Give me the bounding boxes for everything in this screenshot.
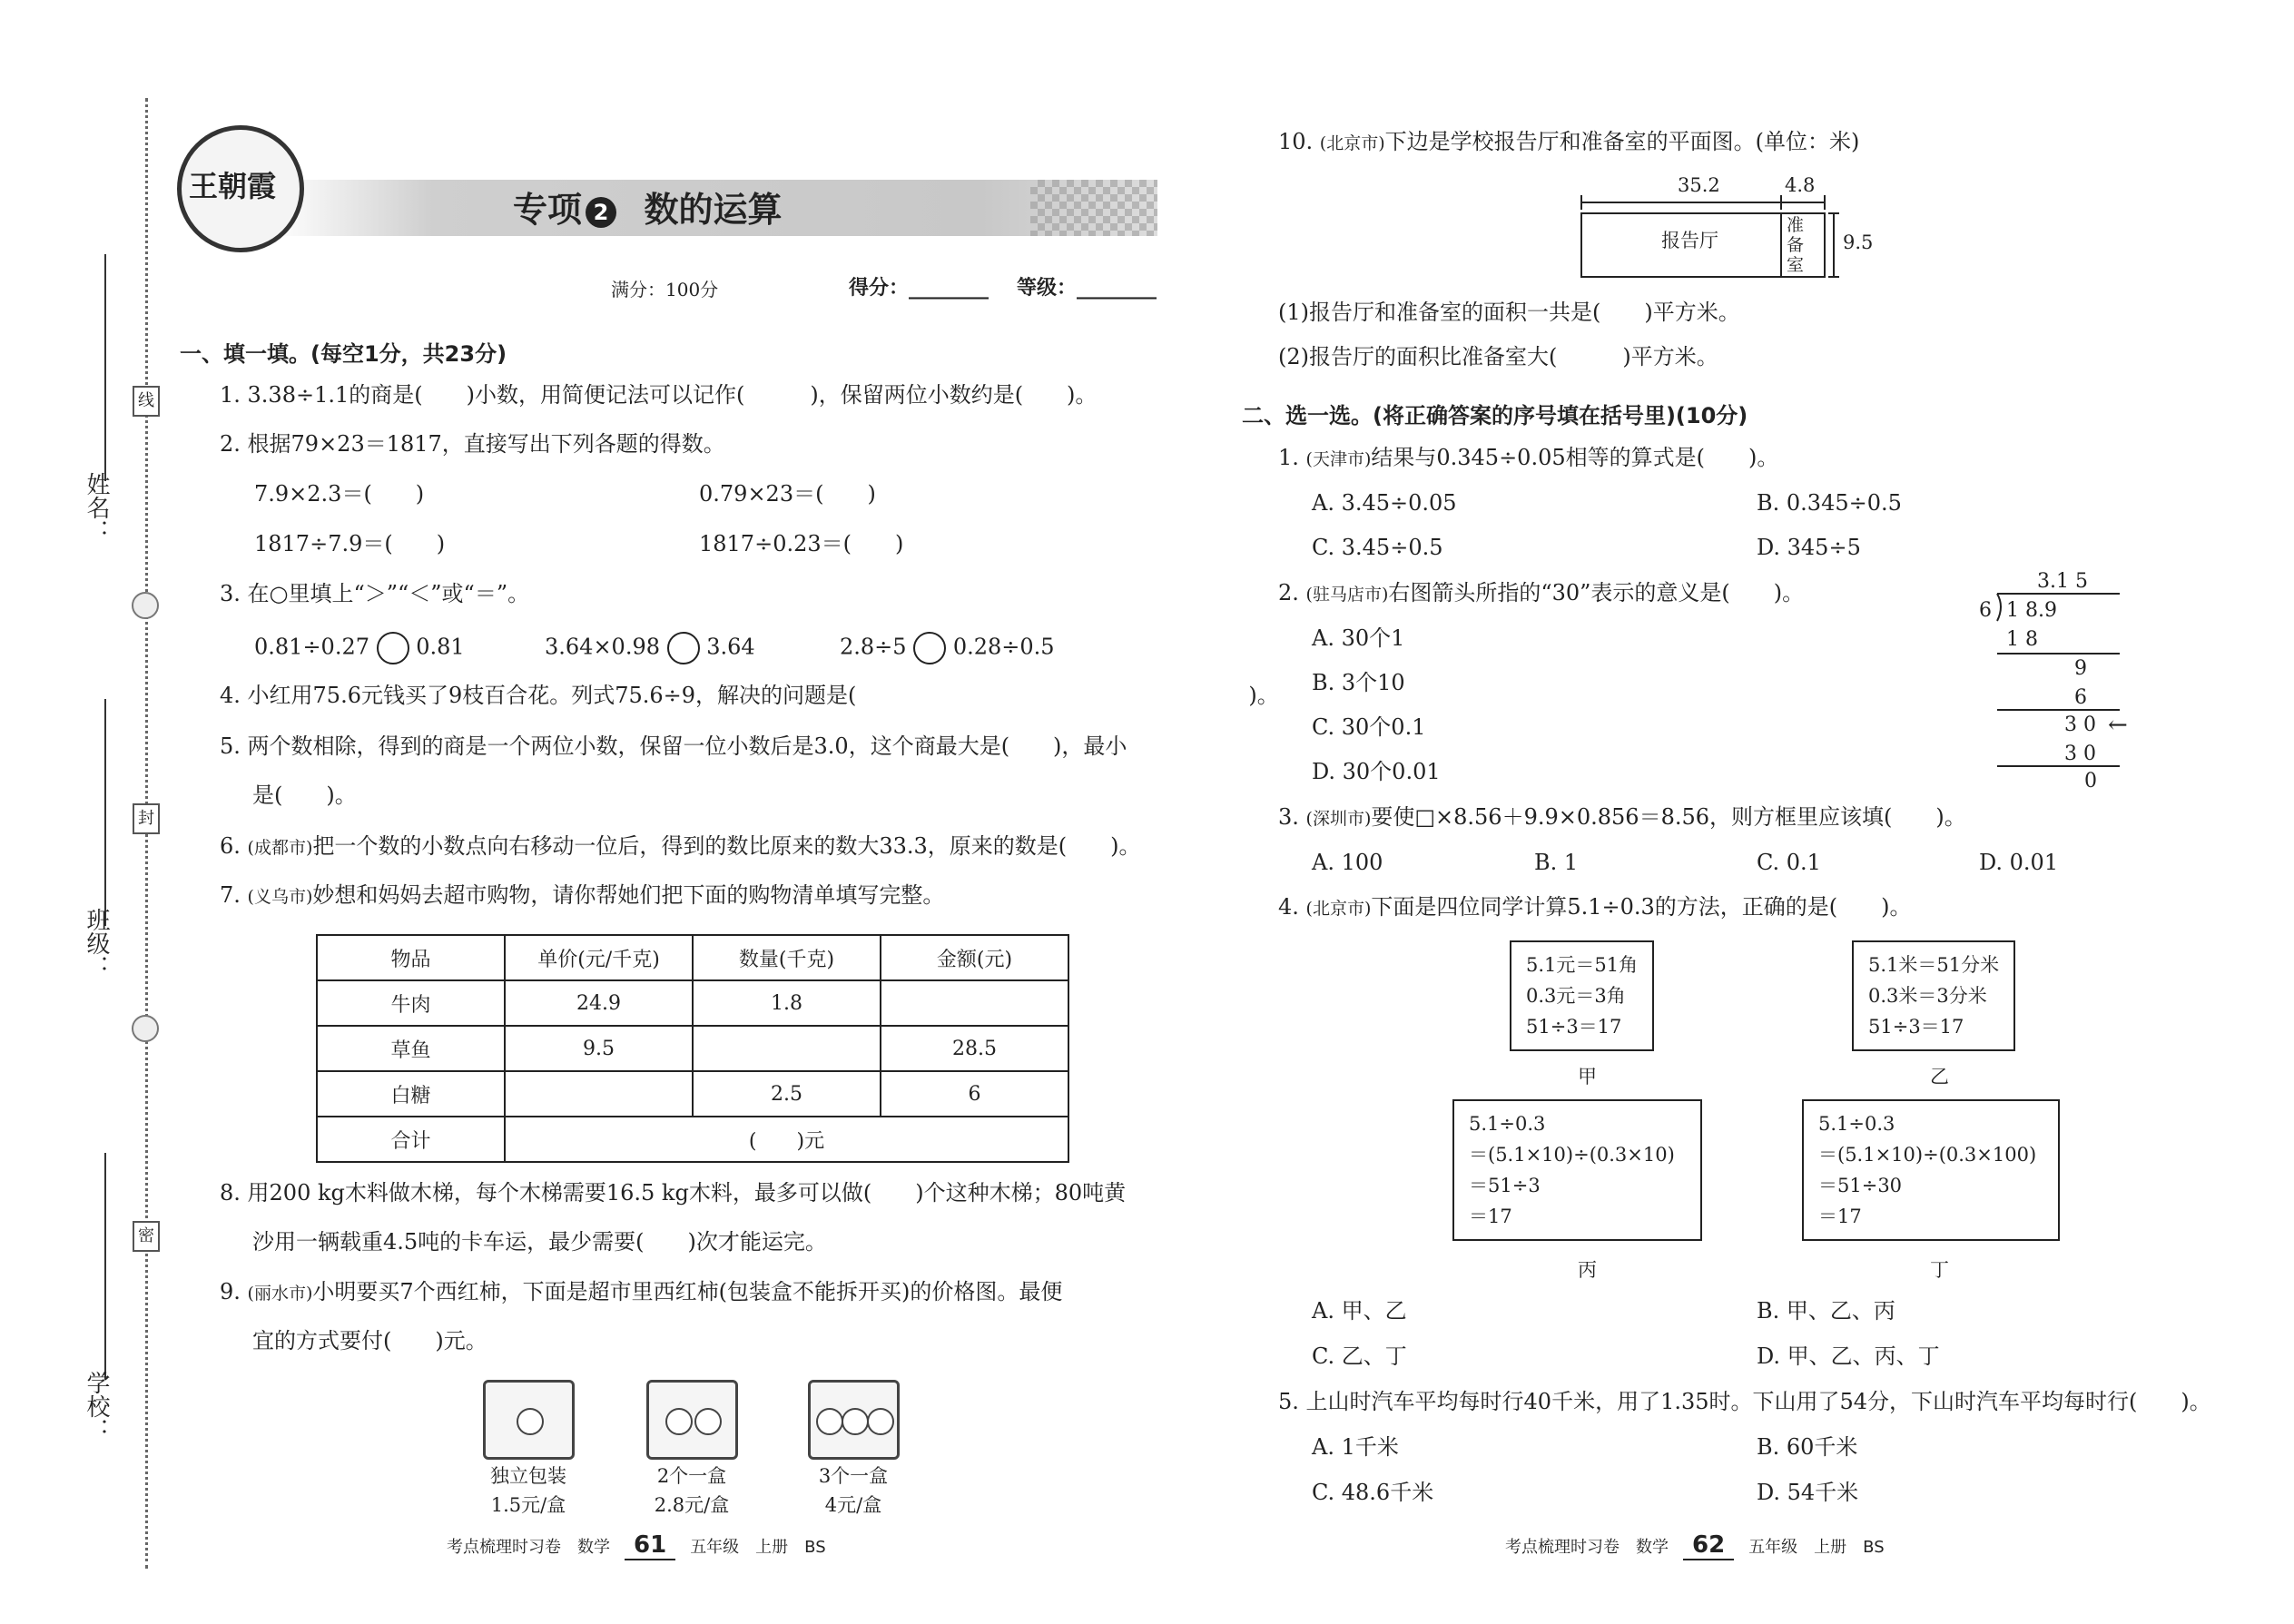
method-name-jia: 甲 bbox=[1578, 1066, 1597, 1088]
option-5c[interactable]: C. 48.6千米 bbox=[1312, 1480, 1434, 1505]
choice-question-3: 3. (深圳市)要使□×8.56＋9.9×0.856＝8.56，则方框里应该填( )。 bbox=[1278, 804, 1966, 830]
footer-left-page: 考点梳理时习卷 数学 61 五年级 上册 BS bbox=[447, 1531, 826, 1559]
box-label: 3个一盒 bbox=[818, 1465, 889, 1487]
class-label: 班级： bbox=[83, 908, 110, 979]
binding-ring-1 bbox=[132, 592, 159, 619]
option-2c[interactable]: C. 30个0.1 bbox=[1312, 714, 1426, 740]
plan-length-2: 4.8 bbox=[1785, 174, 1816, 196]
seal-mark-1: 线 bbox=[133, 386, 160, 417]
table-total-label: 合计 bbox=[317, 1117, 505, 1162]
division-divisor: 6 bbox=[1979, 599, 1992, 622]
shopping-table bbox=[316, 934, 1069, 1163]
name-blank-line bbox=[104, 254, 106, 481]
table-cell: 24.9 bbox=[505, 980, 693, 1026]
question-4: 4. 小红用75.6元钱买了9枝百合花。列式75.6÷9，解决的问题是( )。 bbox=[220, 683, 1279, 708]
question-2c: 1817÷7.9＝( ) bbox=[254, 531, 446, 556]
method-box-ding: 5.1÷0.3 ＝(5.1×10)÷(0.3×100) ＝51÷30 ＝17 bbox=[1802, 1099, 2060, 1241]
option-4c[interactable]: C. 乙、丁 bbox=[1312, 1343, 1407, 1369]
table-cell: 草鱼 bbox=[317, 1026, 505, 1071]
topic-number-badge: 2 bbox=[586, 197, 616, 228]
table-row bbox=[317, 1026, 1068, 1071]
option-2a[interactable]: A. 30个1 bbox=[1312, 625, 1405, 651]
division-dividend: 1 8.9 bbox=[2006, 599, 2057, 622]
question-5-line2: 是( )。 bbox=[252, 782, 357, 808]
topic-prefix: 专项 bbox=[513, 190, 583, 230]
table-header: 数量(千克) bbox=[693, 935, 881, 980]
table-total-value[interactable]: ( )元 bbox=[505, 1117, 1068, 1162]
table-cell-blank[interactable] bbox=[881, 980, 1068, 1026]
box-price: 1.5元/盒 bbox=[490, 1494, 566, 1516]
table-cell: 牛肉 bbox=[317, 980, 505, 1026]
option-5b[interactable]: B. 60千米 bbox=[1757, 1434, 1858, 1460]
tomato-icon bbox=[816, 1408, 843, 1435]
question-2a: 7.9×2.3＝( ) bbox=[254, 481, 425, 507]
division-step: 1 8 bbox=[2006, 628, 2038, 651]
table-row bbox=[317, 980, 1068, 1026]
school-blank-line bbox=[104, 1153, 106, 1380]
topic-title: 数的运算 bbox=[644, 190, 783, 230]
method-box-bing: 5.1÷0.3 ＝(5.1×10)÷(0.3×10) ＝51÷3 ＝17 bbox=[1452, 1099, 1702, 1241]
question-3a: 0.81÷0.27 0.81 bbox=[254, 632, 465, 664]
binding-ring-2 bbox=[132, 1015, 159, 1042]
table-total-row bbox=[317, 1117, 1068, 1162]
score-field[interactable]: 得分：________ bbox=[849, 277, 989, 300]
table-header-row bbox=[317, 935, 1068, 980]
table-cell: 28.5 bbox=[881, 1026, 1068, 1071]
plan-room-prep: 准 备 室 bbox=[1787, 215, 1805, 275]
option-1d[interactable]: D. 345÷5 bbox=[1757, 535, 1861, 560]
option-4a[interactable]: A. 甲、乙 bbox=[1312, 1298, 1407, 1324]
brand-logo-text: 王朝霞 bbox=[189, 169, 277, 203]
question-8-line2: 沙用一辆载重4.5吨的卡车运，最少需要( )次才能运完。 bbox=[252, 1229, 827, 1255]
banner-checker-pattern bbox=[1030, 180, 1157, 236]
footer-right-page: 考点梳理时习卷 数学 62 五年级 上册 BS bbox=[1505, 1531, 1885, 1559]
tomato-icon bbox=[842, 1408, 869, 1435]
option-2b[interactable]: B. 3个10 bbox=[1312, 670, 1405, 695]
method-box-yi: 5.1米＝51分米 0.3米＝3分米 51÷3＝17 bbox=[1852, 940, 2015, 1051]
section-2-heading: 二、选一选。(将正确答案的序号填在括号里)(10分) bbox=[1242, 403, 1748, 428]
option-3a[interactable]: A. 100 bbox=[1312, 850, 1383, 875]
question-9-line2: 宜的方式要付( )元。 bbox=[252, 1328, 487, 1353]
method-name-ding: 丁 bbox=[1930, 1259, 1949, 1281]
option-5a[interactable]: A. 1千米 bbox=[1312, 1434, 1399, 1460]
school-label: 学校： bbox=[83, 1371, 110, 1442]
page-title bbox=[513, 182, 783, 231]
tomato-box-single-icon bbox=[483, 1380, 575, 1460]
option-1a[interactable]: A. 3.45÷0.05 bbox=[1312, 490, 1457, 516]
question-2b: 0.79×23＝( ) bbox=[699, 481, 876, 507]
page-number: 61 bbox=[625, 1531, 675, 1560]
question-1: 1. 3.38÷1.1的商是( )小数，用简便记法可以记作( )，保留两位小数约是( )。 bbox=[220, 382, 1098, 408]
table-header: 金额(元) bbox=[881, 935, 1068, 980]
section-1-heading: 一、填一填。(每空1分，共23分) bbox=[180, 341, 507, 367]
choice-question-2: 2. (驻马店市)右图箭头所指的“30”表示的意义是( )。 bbox=[1278, 580, 1805, 605]
name-label: 姓名： bbox=[83, 472, 110, 543]
table-cell-blank[interactable] bbox=[505, 1071, 693, 1117]
method-box-jia: 5.1元＝51角 0.3元＝3角 51÷3＝17 bbox=[1510, 940, 1654, 1051]
method-name-yi: 乙 bbox=[1930, 1066, 1949, 1088]
question-2d: 1817÷0.23＝( ) bbox=[699, 531, 904, 556]
option-3b[interactable]: B. 1 bbox=[1534, 850, 1579, 875]
tomato-icon bbox=[517, 1408, 544, 1435]
division-step: 9 bbox=[2074, 657, 2087, 680]
question-10-1: (1)报告厅和准备室的面积一共是( )平方米。 bbox=[1278, 300, 1740, 325]
table-cell: 2.5 bbox=[693, 1071, 881, 1117]
question-8-line1: 8. 用200 kg木料做木梯，每个木梯需要16.5 kg木料，最多可以做( )个这种木梯；80吨黄 bbox=[220, 1180, 1127, 1206]
question-5-line1: 5. 两个数相除，得到的商是一个两位小数，保留一位小数后是3.0，这个商最大是( )，最小 bbox=[220, 733, 1127, 759]
question-10: 10. (北京市)下边是学校报告厅和准备室的平面图。(单位：米) bbox=[1278, 129, 1860, 154]
option-2d[interactable]: D. 30个0.01 bbox=[1312, 759, 1441, 784]
compare-circle-b[interactable] bbox=[667, 632, 700, 664]
choice-question-1: 1. (天津市)结果与0.345÷0.05相等的算式是( )。 bbox=[1278, 445, 1779, 470]
compare-circle-c[interactable] bbox=[913, 632, 946, 664]
long-division-diagram bbox=[1970, 570, 2151, 806]
option-3c[interactable]: C. 0.1 bbox=[1757, 850, 1821, 875]
division-step: 3 0 bbox=[2064, 743, 2096, 765]
seal-mark-2: 封 bbox=[133, 803, 160, 834]
question-3: 3. 在○里填上“＞”“＜”或“＝”。 bbox=[220, 581, 530, 606]
table-cell-blank[interactable] bbox=[693, 1026, 881, 1071]
question-2: 2. 根据79×23＝1817，直接写出下列各题的得数。 bbox=[220, 431, 725, 457]
option-1b[interactable]: B. 0.345÷0.5 bbox=[1757, 490, 1902, 516]
full-score: 满分：100分 bbox=[611, 279, 719, 300]
tomato-box-triple-icon bbox=[808, 1380, 900, 1460]
compare-circle-a[interactable] bbox=[377, 632, 409, 664]
tomato-icon bbox=[694, 1408, 722, 1435]
grade-field[interactable]: 等级：________ bbox=[1017, 277, 1157, 300]
division-step-highlighted: 3 0 bbox=[2064, 714, 2096, 736]
table-header: 物品 bbox=[317, 935, 505, 980]
option-4b[interactable]: B. 甲、乙、丙 bbox=[1757, 1298, 1895, 1324]
arrow-left-icon: ← bbox=[2108, 712, 2128, 739]
box-label: 2个一盒 bbox=[656, 1465, 727, 1487]
tomato-icon bbox=[665, 1408, 693, 1435]
page-number: 62 bbox=[1683, 1531, 1734, 1560]
method-name-bing: 丙 bbox=[1578, 1259, 1597, 1281]
table-header: 单价(元/千克) bbox=[505, 935, 693, 980]
seal-mark-3: 密 bbox=[133, 1221, 160, 1252]
choice-question-4: 4. (北京市)下面是四位同学计算5.1÷0.3的方法，正确的是( )。 bbox=[1278, 894, 1912, 920]
class-blank-line bbox=[104, 699, 106, 926]
table-cell: 1.8 bbox=[693, 980, 881, 1026]
option-3d[interactable]: D. 0.01 bbox=[1979, 850, 2059, 875]
question-6: 6. (成都市)把一个数的小数点向右移动一位后，得到的数比原来的数大33.3，原来的数是( )。 bbox=[220, 833, 1141, 859]
table-row bbox=[317, 1071, 1068, 1117]
choice-question-5: 5. 上山时汽车平均每时行40千米，用了1.35时。下山用了54分，下山时汽车平均每时行( )。 bbox=[1278, 1389, 2211, 1414]
box-price: 2.8元/盒 bbox=[654, 1494, 730, 1516]
tomato-icon bbox=[867, 1408, 894, 1435]
question-3c: 2.8÷5 0.28÷0.5 bbox=[840, 632, 1055, 664]
tomato-box-double-icon bbox=[646, 1380, 738, 1460]
division-quotient: 3.1 5 bbox=[2037, 570, 2088, 593]
plan-height: 9.5 bbox=[1843, 231, 1874, 253]
box-price: 4元/盒 bbox=[824, 1494, 882, 1516]
division-remainder: 0 bbox=[2084, 770, 2097, 792]
box-label: 独立包装 bbox=[490, 1465, 566, 1487]
question-10-2: (2)报告厅的面积比准备室大( )平方米。 bbox=[1278, 344, 1718, 369]
option-1c[interactable]: C. 3.45÷0.5 bbox=[1312, 535, 1443, 560]
table-cell: 白糖 bbox=[317, 1071, 505, 1117]
question-3b: 3.64×0.98 3.64 bbox=[545, 632, 755, 664]
table-cell: 9.5 bbox=[505, 1026, 693, 1071]
table-cell: 6 bbox=[881, 1071, 1068, 1117]
question-9-line1: 9. (丽水市)小明要买7个西红柿，下面是超市里西红柿(包装盒不能拆开买)的价格图。最便 bbox=[220, 1279, 1063, 1304]
plan-room-hall: 报告厅 bbox=[1661, 230, 1718, 251]
plan-length-1: 35.2 bbox=[1678, 174, 1720, 196]
option-4d[interactable]: D. 甲、乙、丙、丁 bbox=[1757, 1343, 1940, 1369]
option-5d[interactable]: D. 54千米 bbox=[1757, 1480, 1859, 1505]
question-7: 7. (义乌市)妙想和妈妈去超市购物，请你帮她们把下面的购物清单填写完整。 bbox=[220, 882, 945, 908]
division-step: 6 bbox=[2074, 686, 2087, 709]
